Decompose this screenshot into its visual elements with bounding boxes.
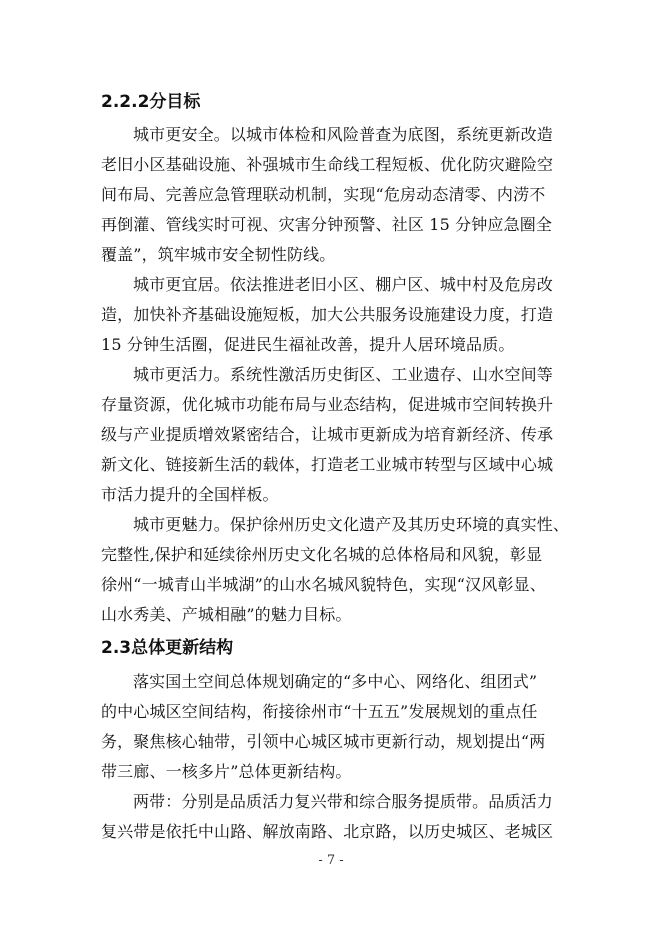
text-line: 市活力提升的全国样板。	[101, 485, 279, 504]
text-line: 存量资源，优化城市功能布局与业态结构，促进城市空间转换升	[101, 395, 554, 414]
text-line: 徐州“一城青山半城湖”的山水名城风貌特色，实现“汉风彰显、	[101, 575, 546, 594]
text-line: 城市更宜居。依法推进老旧小区、棚户区、城中村及危房改	[133, 275, 553, 294]
text-line: 覆盖”，筑牢城市安全韧性防线。	[101, 245, 336, 264]
text-line: 两带：分别是品质活力复兴带和综合服务提质带。品质活力	[133, 792, 553, 811]
page-number: - 7 -	[318, 853, 344, 868]
text-line: 复兴带是依托中山路、解放南路、北京路，以历史城区、老城区	[101, 822, 554, 841]
section-heading-2-2-2: 2.2.2分目标	[101, 92, 201, 112]
text-line: 山水秀美、产城相融”的魅力目标。	[101, 605, 352, 624]
text-line: 级与产业提质增效紧密结合，让城市更新成为培育新经济、传承	[101, 425, 554, 444]
text-line: 带三廊、一核多片”总体更新结构。	[101, 762, 352, 781]
text-line: 完整性,保护和延续徐州历史文化名城的总体格局和风貌，彰显	[101, 545, 543, 564]
text-line: 落实国土空间总体规划确定的“多中心、网络化、组团式”	[133, 672, 538, 691]
text-line: 15 分钟生活圈，促进民生福祉改善，提升人居环境品质。	[101, 335, 515, 354]
text-line: 城市更魅力。保护徐州历史文化遗产及其历史环境的真实性、	[133, 515, 570, 534]
text-line: 老旧小区基础设施、补强城市生命线工程短板、优化防灾避险空	[101, 155, 554, 174]
section-heading-2-3: 2.3总体更新结构	[101, 638, 234, 658]
text-line: 新文化、链接新生活的载体，打造老工业城市转型与区域中心城	[101, 455, 554, 474]
text-line: 造，加快补齐基础设施短板，加大公共服务设施建设力度，打造	[101, 305, 554, 324]
text-line: 再倒灌、管线实时可视、灾害分钟预警、社区 15 分钟应急圈全	[101, 215, 553, 234]
text-line: 务，聚焦核心轴带，引领中心城区城市更新行动，规划提出“两	[101, 732, 546, 751]
text-line: 城市更安全。以城市体检和风险普查为底图，系统更新改造	[133, 125, 553, 144]
text-line: 城市更活力。系统性激活历史街区、工业遗存、山水空间等	[133, 365, 553, 384]
text-line: 间布局、完善应急管理联动机制，实现“危房动态清零、内涝不	[101, 185, 546, 204]
text-line: 的中心城区空间结构，衔接徐州市“十五五”发展规划的重点任	[101, 702, 538, 721]
